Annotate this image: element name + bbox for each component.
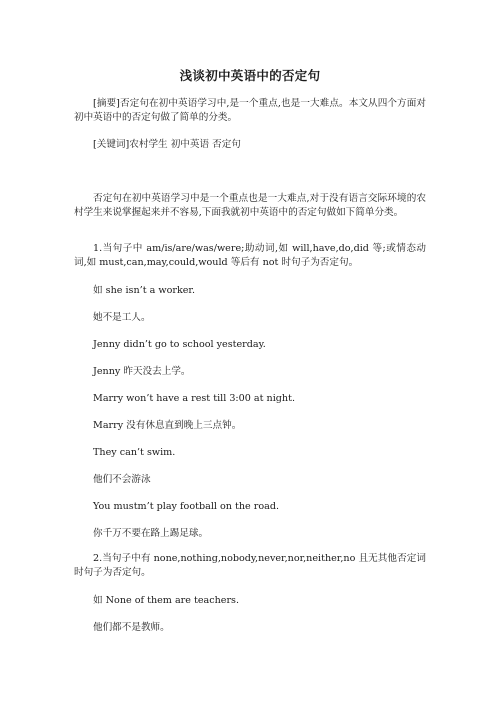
rule-2-paragraph: 2.当句子中有 none,nothing,nobody,never,nor,neither,no 且无其他否定词时句子为否定句。 — [74, 553, 426, 578]
rule-1-paragraph: 1.当句子中 am/is/are/was/were;助动词,如 will,have,do,did 等;或情态动词,如 must,can,may,could,would 等后有 not 时句子为否定句。 — [74, 243, 426, 268]
example-line: Marry won’t have a rest till 3:00 at night. — [93, 393, 296, 404]
keywords-paragraph: [关键词]农村学生 初中英语 否定句 — [93, 139, 241, 150]
intro-paragraph: 否定句在初中英语学习中是一个重点也是一大难点,对于没有语言交际环境的农村学生来说掌握起来并不容易,下面我就初中英语中的否定句做如下简单分类。 — [74, 193, 426, 218]
abstract-paragraph: [摘要]否定句在初中英语学习中,是一个重点,也是一大难点。本文从四个方面对初中英语中的否定句做了简单的分类。 — [74, 98, 426, 123]
example-line: Marry 没有休息直到晚上三点钟。 — [93, 420, 242, 431]
page-title: 浅谈初中英语中的否定句 — [179, 68, 321, 83]
example-line: 如 None of them are teachers. — [93, 595, 240, 606]
example-line: They can’t swim. — [93, 447, 176, 458]
example-line: 她不是工人。 — [93, 312, 151, 323]
example-line: 你千万不要在路上踢足球。 — [93, 528, 209, 539]
example-line: 他们不会游泳 — [93, 474, 151, 485]
example-line: You mustm’t play football on the road. — [93, 501, 280, 512]
example-line: Jenny didn’t go to school yesterday. — [93, 339, 266, 350]
example-line: 如 she isn’t a worker. — [93, 285, 196, 296]
example-line: Jenny 昨天没去上学。 — [93, 366, 191, 377]
example-line: 他们都不是教师。 — [93, 622, 170, 633]
